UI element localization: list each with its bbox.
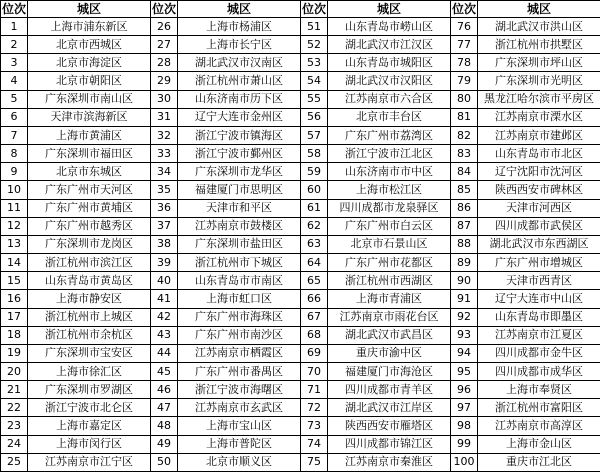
district-cell: 四川成都市成华区 xyxy=(478,362,600,380)
rank-cell: 1 xyxy=(1,18,28,36)
district-cell: 山东济南市历下区 xyxy=(178,90,301,108)
rank-cell: 25 xyxy=(1,453,28,471)
header-row xyxy=(1,1,600,18)
rank-cell: 79 xyxy=(451,72,478,90)
rank-cell: 3 xyxy=(1,54,28,72)
table-row xyxy=(1,417,600,435)
rank-cell: 14 xyxy=(1,254,28,272)
rank-cell: 36 xyxy=(151,199,178,217)
district-cell: 广东深圳市南山区 xyxy=(28,90,151,108)
table-row xyxy=(1,326,600,344)
district-cell: 广东深圳市光明区 xyxy=(478,72,600,90)
district-cell: 北京市丰台区 xyxy=(328,108,451,126)
district-cell: 浙江杭州市拱墅区 xyxy=(478,36,600,54)
rank-cell: 13 xyxy=(1,235,28,253)
rank-cell: 75 xyxy=(301,453,328,471)
rank-cell: 82 xyxy=(451,126,478,144)
district-cell: 江苏南京市六合区 xyxy=(328,90,451,108)
district-header: 城区 xyxy=(328,1,451,18)
table-row xyxy=(1,399,600,417)
rank-cell: 46 xyxy=(151,381,178,399)
district-cell: 山东青岛市黄岛区 xyxy=(28,272,151,290)
district-cell: 广东广州市天河区 xyxy=(28,181,151,199)
district-cell: 浙江杭州市萧山区 xyxy=(178,72,301,90)
rank-cell: 72 xyxy=(301,399,328,417)
rank-cell: 54 xyxy=(301,72,328,90)
district-cell: 江苏南京市高淳区 xyxy=(478,417,600,435)
table-row xyxy=(1,163,600,181)
district-cell: 广东广州市南沙区 xyxy=(178,326,301,344)
rank-cell: 24 xyxy=(1,435,28,453)
table-row xyxy=(1,362,600,380)
rank-cell: 53 xyxy=(301,54,328,72)
table-row xyxy=(1,54,600,72)
district-cell: 天津市和平区 xyxy=(178,199,301,217)
rank-cell: 50 xyxy=(151,453,178,471)
rank-cell: 20 xyxy=(1,362,28,380)
rank-cell: 100 xyxy=(451,453,478,471)
rank-cell: 11 xyxy=(1,199,28,217)
table-row xyxy=(1,217,600,235)
district-cell: 广东广州市增城区 xyxy=(478,254,600,272)
rank-cell: 83 xyxy=(451,145,478,163)
rank-cell: 95 xyxy=(451,362,478,380)
district-cell: 江苏南京市玄武区 xyxy=(178,399,301,417)
rank-cell: 9 xyxy=(1,163,28,181)
rank-cell: 45 xyxy=(151,362,178,380)
district-cell: 天津市河西区 xyxy=(478,199,600,217)
rank-cell: 98 xyxy=(451,417,478,435)
rank-cell: 8 xyxy=(1,145,28,163)
district-cell: 浙江宁波市江北区 xyxy=(328,145,451,163)
district-cell: 上海市松江区 xyxy=(328,181,451,199)
rank-cell: 91 xyxy=(451,290,478,308)
rank-header: 位次 xyxy=(151,2,176,16)
district-cell: 辽宁沈阳市沈河区 xyxy=(478,163,600,181)
district-header: 城区 xyxy=(478,1,600,18)
rank-cell: 93 xyxy=(451,326,478,344)
rank-cell: 6 xyxy=(1,108,28,126)
district-cell: 重庆市渝中区 xyxy=(328,344,451,362)
rank-cell: 17 xyxy=(1,308,28,326)
rank-cell: 55 xyxy=(301,90,328,108)
district-cell: 江苏南京市栖霞区 xyxy=(178,344,301,362)
rank-cell: 94 xyxy=(451,344,478,362)
district-cell: 上海市虹口区 xyxy=(178,290,301,308)
district-cell: 湖北武汉市东西湖区 xyxy=(478,235,600,253)
table-row xyxy=(1,254,600,272)
rank-cell: 33 xyxy=(151,145,178,163)
rank-cell: 65 xyxy=(301,272,328,290)
rank-cell: 21 xyxy=(1,381,28,399)
district-cell: 广东深圳市龙华区 xyxy=(178,163,301,181)
district-cell: 江苏南京市雨花台区 xyxy=(328,308,451,326)
rank-cell: 85 xyxy=(451,181,478,199)
rank-cell: 12 xyxy=(1,217,28,235)
district-cell: 重庆市江北区 xyxy=(478,453,600,471)
district-cell: 湖北武汉市江汉区 xyxy=(328,36,451,54)
district-cell: 北京市西城区 xyxy=(28,36,151,54)
rank-cell: 38 xyxy=(151,235,178,253)
district-cell: 山东青岛市市北区 xyxy=(478,145,600,163)
table-row xyxy=(1,381,600,399)
rank-cell: 77 xyxy=(451,36,478,54)
rank-cell: 41 xyxy=(151,290,178,308)
table-row xyxy=(1,36,600,54)
table-row xyxy=(1,199,600,217)
rank-cell: 4 xyxy=(1,72,28,90)
rank-cell: 64 xyxy=(301,254,328,272)
district-cell: 北京市石景山区 xyxy=(328,235,451,253)
district-cell: 上海市奉贤区 xyxy=(478,381,600,399)
rank-cell: 40 xyxy=(151,272,178,290)
rank-cell: 87 xyxy=(451,217,478,235)
district-cell: 广东深圳市福田区 xyxy=(28,145,151,163)
rank-cell: 32 xyxy=(151,126,178,144)
rank-header: 位次 xyxy=(301,2,326,16)
district-cell: 浙江杭州市上城区 xyxy=(28,308,151,326)
district-cell: 广东广州市荔湾区 xyxy=(328,126,451,144)
rank-cell: 74 xyxy=(301,435,328,453)
district-cell: 广东广州市白云区 xyxy=(328,217,451,235)
rank-cell: 52 xyxy=(301,36,328,54)
rank-cell: 27 xyxy=(151,36,178,54)
rank-cell: 28 xyxy=(151,54,178,72)
district-cell: 浙江杭州市富阳区 xyxy=(478,399,600,417)
district-header: 城区 xyxy=(28,1,151,18)
district-cell: 广东广州市黄埔区 xyxy=(28,199,151,217)
district-cell: 北京市顺义区 xyxy=(178,453,301,471)
rank-cell: 88 xyxy=(451,235,478,253)
district-cell: 上海市黄浦区 xyxy=(28,126,151,144)
district-cell: 浙江宁波市海曙区 xyxy=(178,381,301,399)
district-cell: 天津市西青区 xyxy=(478,272,600,290)
district-cell: 山东青岛市即墨区 xyxy=(478,308,600,326)
district-cell: 湖北武汉市汉阳区 xyxy=(328,72,451,90)
rank-cell: 26 xyxy=(151,18,178,36)
district-cell: 四川成都市龙泉驿区 xyxy=(328,199,451,217)
rank-cell: 23 xyxy=(1,417,28,435)
table-row xyxy=(1,344,600,362)
district-cell: 江苏南京市鼓楼区 xyxy=(178,217,301,235)
district-cell: 四川成都市青羊区 xyxy=(328,381,451,399)
rank-cell: 78 xyxy=(451,54,478,72)
table-row xyxy=(1,290,600,308)
district-cell: 山东青岛市市南区 xyxy=(178,272,301,290)
rank-cell: 2 xyxy=(1,36,28,54)
district-cell: 上海市嘉定区 xyxy=(28,417,151,435)
rank-cell: 73 xyxy=(301,417,328,435)
rank-cell: 7 xyxy=(1,126,28,144)
district-cell: 天津市滨海新区 xyxy=(28,108,151,126)
rank-cell: 81 xyxy=(451,108,478,126)
district-cell: 陕西西安市雁塔区 xyxy=(328,417,451,435)
district-cell: 江苏南京市溧水区 xyxy=(478,108,600,126)
rank-cell: 58 xyxy=(301,145,328,163)
district-cell: 上海市徐汇区 xyxy=(28,362,151,380)
district-cell: 辽宁大连市金州区 xyxy=(178,108,301,126)
table-row xyxy=(1,18,600,36)
district-cell: 浙江杭州市余杭区 xyxy=(28,326,151,344)
rank-cell: 18 xyxy=(1,326,28,344)
table-row xyxy=(1,453,600,471)
table-row xyxy=(1,235,600,253)
district-header: 城区 xyxy=(178,1,301,18)
district-cell: 辽宁大连市中山区 xyxy=(478,290,600,308)
rank-cell: 96 xyxy=(451,381,478,399)
district-cell: 上海市普陀区 xyxy=(178,435,301,453)
district-cell: 北京市朝阳区 xyxy=(28,72,151,90)
rank-cell: 63 xyxy=(301,235,328,253)
district-cell: 浙江宁波市鄞州区 xyxy=(178,145,301,163)
district-cell: 浙江杭州市下城区 xyxy=(178,254,301,272)
table-row xyxy=(1,108,600,126)
district-cell: 浙江杭州市西湖区 xyxy=(328,272,451,290)
district-cell: 广东深圳市罗湖区 xyxy=(28,381,151,399)
district-cell: 广东广州市番禺区 xyxy=(178,362,301,380)
table-row xyxy=(1,435,600,453)
district-cell: 广东广州市花都区 xyxy=(328,254,451,272)
table-row xyxy=(1,181,600,199)
rank-cell: 71 xyxy=(301,381,328,399)
table-row xyxy=(1,308,600,326)
table-row xyxy=(1,145,600,163)
rank-cell: 15 xyxy=(1,272,28,290)
rank-cell: 56 xyxy=(301,108,328,126)
district-cell: 四川成都市武侯区 xyxy=(478,217,600,235)
rank-cell: 76 xyxy=(451,18,478,36)
rank-cell: 43 xyxy=(151,326,178,344)
rank-cell: 29 xyxy=(151,72,178,90)
district-cell: 上海市宝山区 xyxy=(178,417,301,435)
rank-cell: 97 xyxy=(451,399,478,417)
table-row xyxy=(1,90,600,108)
rank-cell: 42 xyxy=(151,308,178,326)
rank-cell: 68 xyxy=(301,326,328,344)
district-cell: 上海市浦东新区 xyxy=(28,18,151,36)
district-cell: 四川成都市金牛区 xyxy=(478,344,600,362)
rank-cell: 99 xyxy=(451,435,478,453)
rank-cell: 70 xyxy=(301,362,328,380)
rank-cell: 80 xyxy=(451,90,478,108)
table-row xyxy=(1,272,600,290)
rank-cell: 5 xyxy=(1,90,28,108)
rank-cell: 22 xyxy=(1,399,28,417)
rank-cell: 90 xyxy=(451,272,478,290)
rank-cell: 30 xyxy=(151,90,178,108)
rank-cell: 34 xyxy=(151,163,178,181)
district-cell: 浙江宁波市镇海区 xyxy=(178,126,301,144)
rank-cell: 37 xyxy=(151,217,178,235)
district-cell: 浙江杭州市滨江区 xyxy=(28,254,151,272)
district-cell: 山东济南市市中区 xyxy=(328,163,451,181)
district-cell: 湖北武汉市汉南区 xyxy=(178,54,301,72)
rank-cell: 62 xyxy=(301,217,328,235)
district-cell: 山东青岛市城阳区 xyxy=(328,54,451,72)
district-cell: 浙江宁波市北仑区 xyxy=(28,399,151,417)
rank-header: 位次 xyxy=(1,2,26,16)
district-cell: 上海市长宁区 xyxy=(178,36,301,54)
rank-cell: 39 xyxy=(151,254,178,272)
rank-cell: 59 xyxy=(301,163,328,181)
district-cell: 湖北武汉市洪山区 xyxy=(478,18,600,36)
rank-cell: 10 xyxy=(1,181,28,199)
rank-cell: 49 xyxy=(151,435,178,453)
district-cell: 上海市青浦区 xyxy=(328,290,451,308)
rank-cell: 92 xyxy=(451,308,478,326)
district-cell: 广东广州市越秀区 xyxy=(28,217,151,235)
district-cell: 广东深圳市宝安区 xyxy=(28,344,151,362)
district-cell: 广东深圳市龙岗区 xyxy=(28,235,151,253)
district-cell: 山东青岛市崂山区 xyxy=(328,18,451,36)
district-cell: 广东深圳市坪山区 xyxy=(478,54,600,72)
rank-cell: 60 xyxy=(301,181,328,199)
district-cell: 上海市闵行区 xyxy=(28,435,151,453)
rank-cell: 84 xyxy=(451,163,478,181)
rank-cell: 16 xyxy=(1,290,28,308)
rank-cell: 86 xyxy=(451,199,478,217)
district-cell: 江苏南京市江夏区 xyxy=(478,326,600,344)
rank-cell: 19 xyxy=(1,344,28,362)
rank-cell: 61 xyxy=(301,199,328,217)
district-cell: 上海市杨浦区 xyxy=(178,18,301,36)
rank-header: 位次 xyxy=(451,2,476,16)
district-cell: 湖北武汉市江岸区 xyxy=(328,399,451,417)
district-cell: 福建厦门市海沧区 xyxy=(328,362,451,380)
district-cell: 江苏南京市建邺区 xyxy=(478,126,600,144)
district-cell: 广东深圳市盐田区 xyxy=(178,235,301,253)
rank-cell: 57 xyxy=(301,126,328,144)
district-cell: 江苏南京市秦淮区 xyxy=(328,453,451,471)
district-cell: 陕西西安市碑林区 xyxy=(478,181,600,199)
rank-cell: 66 xyxy=(301,290,328,308)
rank-cell: 47 xyxy=(151,399,178,417)
district-cell: 黑龙江哈尔滨市平房区 xyxy=(478,90,600,108)
district-cell: 北京市海淀区 xyxy=(28,54,151,72)
district-cell: 广东广州市海珠区 xyxy=(178,308,301,326)
rank-cell: 31 xyxy=(151,108,178,126)
rank-cell: 67 xyxy=(301,308,328,326)
district-cell: 福建厦门市思明区 xyxy=(178,181,301,199)
table-row xyxy=(1,126,600,144)
district-cell: 上海市金山区 xyxy=(478,435,600,453)
district-cell: 湖北武汉市武昌区 xyxy=(328,326,451,344)
district-cell: 北京市东城区 xyxy=(28,163,151,181)
rank-cell: 89 xyxy=(451,254,478,272)
rank-cell: 44 xyxy=(151,344,178,362)
table-row xyxy=(1,72,600,90)
rank-cell: 48 xyxy=(151,417,178,435)
district-cell: 江苏南京市江宁区 xyxy=(28,453,151,471)
district-cell: 上海市静安区 xyxy=(28,290,151,308)
table-body xyxy=(1,18,600,472)
rank-cell: 69 xyxy=(301,344,328,362)
rank-cell: 51 xyxy=(301,18,328,36)
district-cell: 四川成都市锦江区 xyxy=(328,435,451,453)
rank-cell: 35 xyxy=(151,181,178,199)
